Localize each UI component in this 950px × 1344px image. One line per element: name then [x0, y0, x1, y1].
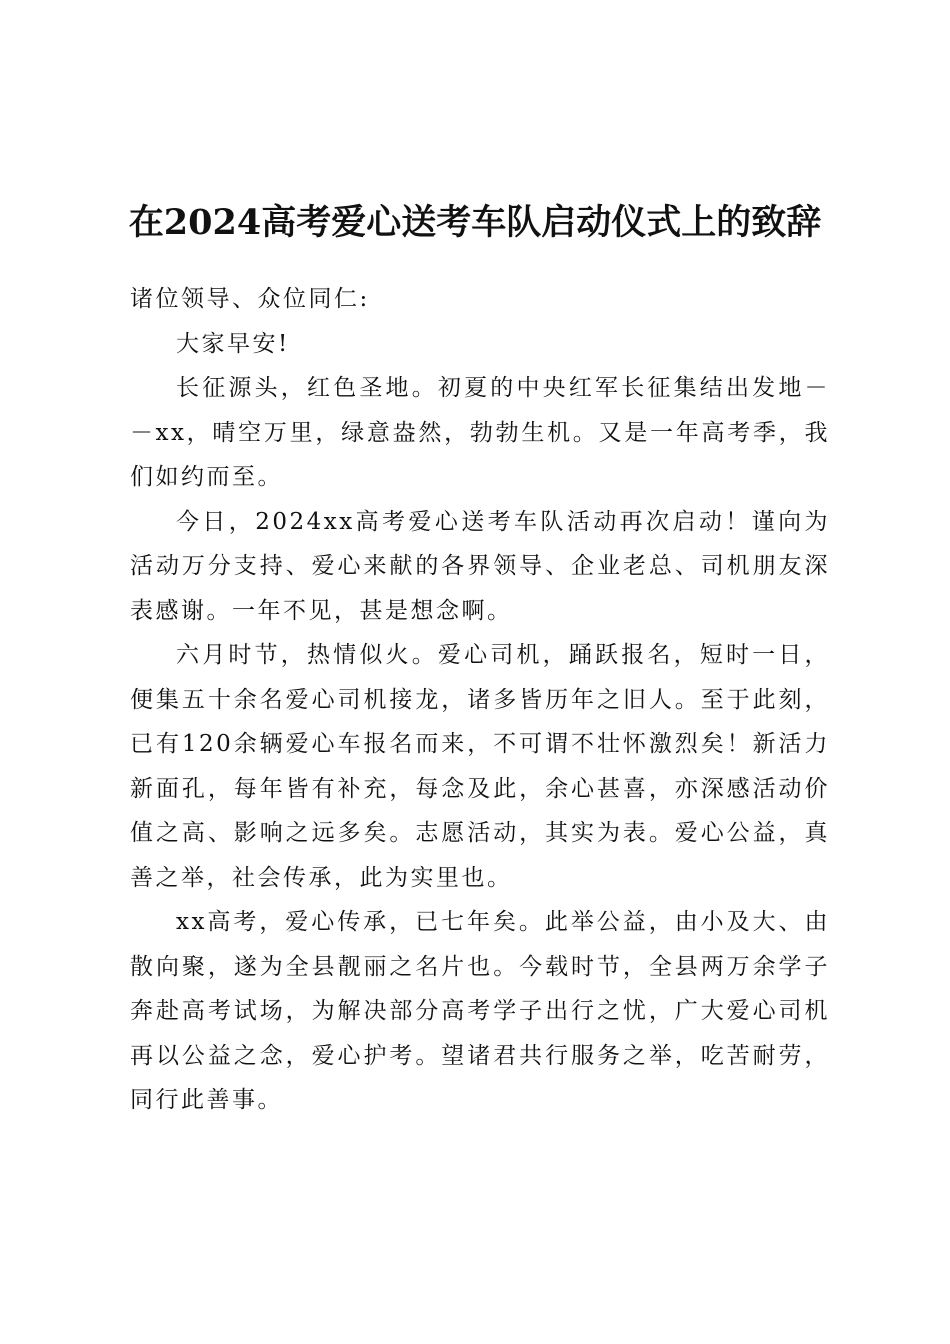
- paragraph-3: 六月时节，热情似火。爱心司机，踊跃报名，短时一日，便集五十余名爱心司机接龙，诸多皆历年之旧人。至于此刻，已有120余辆爱心车报名而来，不可谓不壮怀激烈矣！新活力新面孔，每年皆有补充，每念及此，余心甚喜，亦深感活动价值之高、影响之远多矣。志愿活动，其实为表。爱心公益，真善之举，社会传承，此为实里也。: [130, 642, 830, 891]
- paragraph-greeting: 大家早安!: [176, 330, 290, 357]
- paragraph-2: 今日，2024xx高考爱心送考车队活动再次启动！谨向为活动万分支持、爱心来献的各界领导、企业老总、司机朋友深表感谢。一年不见，甚是想念啊。: [130, 508, 830, 624]
- document-title: 在2024高考爱心送考车队启动仪式上的致辞: [128, 202, 822, 243]
- document-body: [130, 277, 830, 1123]
- paragraph-4: xx高考，爱心传承，已七年矣。此举公益，由小及大、由散向聚，遂为全县靓丽之名片也。今载时节，全县两万余学子奔赴高考试场，为解决部分高考学子出行之忧，广大爱心司机再以公益之念，爱心护考。望诸君共行服务之举，吃苦耐劳，同行此善事。: [130, 909, 830, 1113]
- salutation: 诸位领导、众位同仁:: [130, 286, 370, 312]
- paragraph-1: 长征源头，红色圣地。初夏的中央红军长征集结出发地－－xx，晴空万里，绿意盎然，勃勃生机。又是一年高考季，我们如约而至。: [130, 375, 830, 490]
